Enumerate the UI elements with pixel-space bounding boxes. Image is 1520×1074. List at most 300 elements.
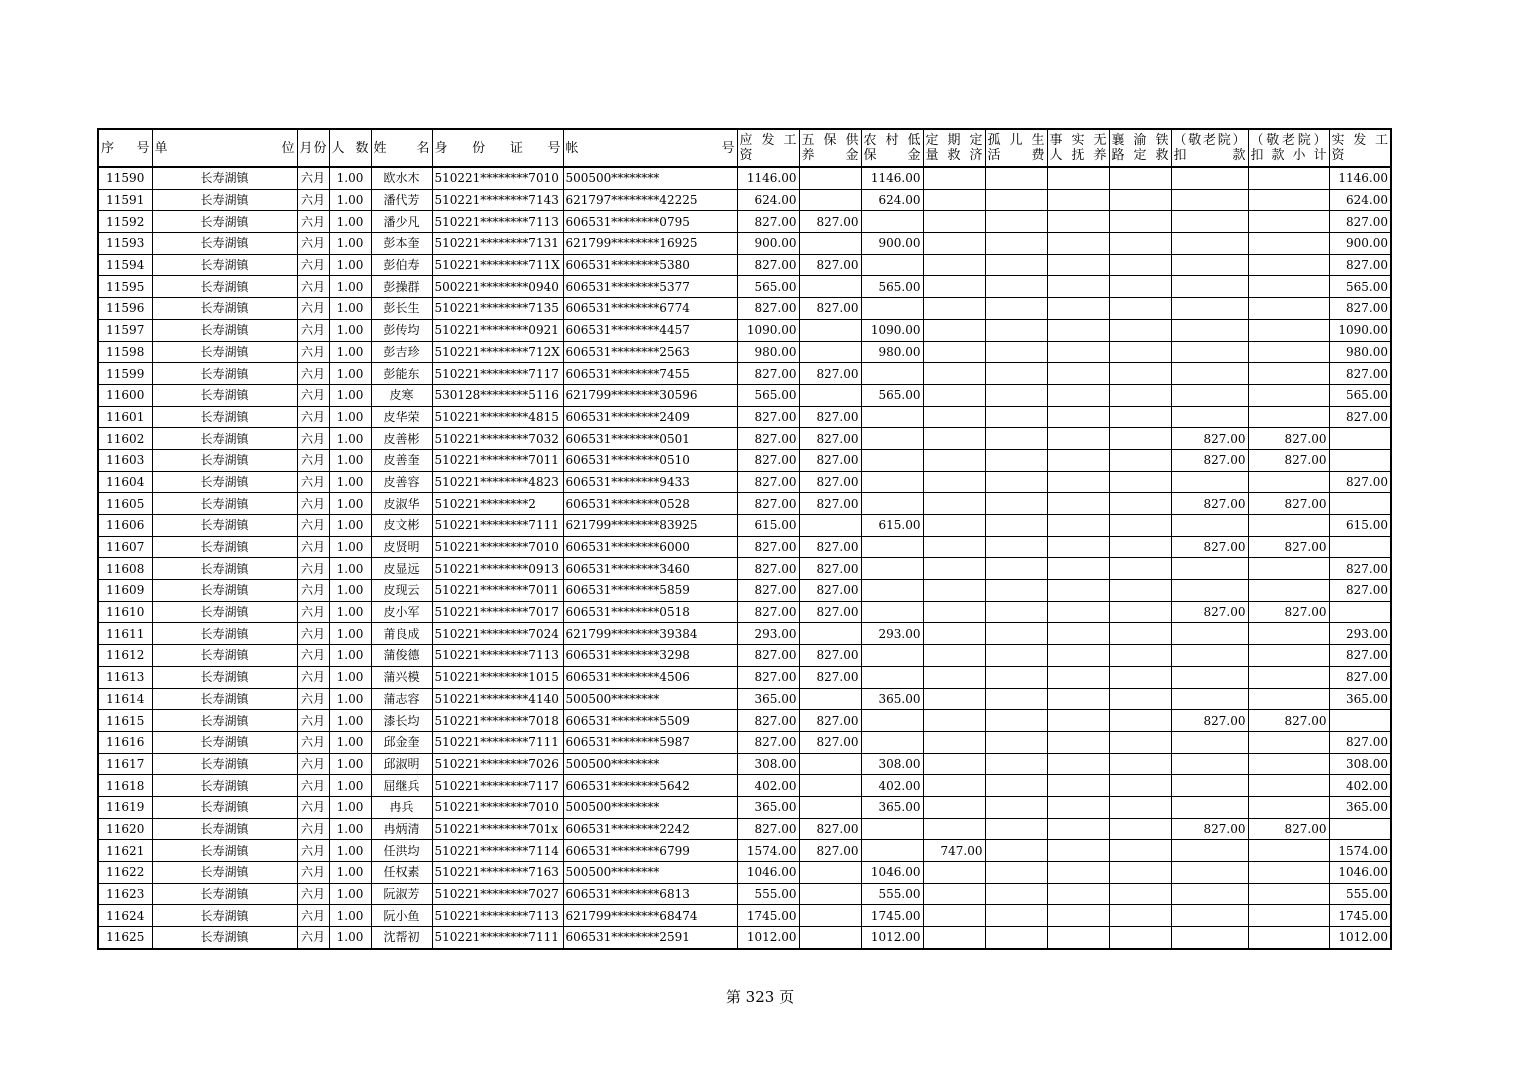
- table-cell: 827.00: [737, 428, 799, 450]
- table-cell: [861, 645, 923, 667]
- table-cell: [1329, 818, 1391, 840]
- table-cell: 长寿湖镇: [152, 276, 297, 298]
- table-cell: [1248, 319, 1329, 341]
- table-cell: [985, 515, 1047, 537]
- table-cell: [1109, 558, 1171, 580]
- table-cell: [861, 406, 923, 428]
- table-cell: 606531********0795: [563, 211, 737, 233]
- table-cell: [923, 775, 985, 797]
- table-cell: 1.00: [329, 493, 371, 515]
- column-header: 定 期 定 量 救 济: [923, 129, 985, 167]
- table-cell: 827.00: [737, 406, 799, 428]
- table-cell: 1.00: [329, 384, 371, 406]
- table-cell: 11603: [98, 449, 152, 471]
- table-cell: 1.00: [329, 818, 371, 840]
- table-cell: 六月: [297, 276, 329, 298]
- table-cell: 六月: [297, 623, 329, 645]
- table-cell: 长寿湖镇: [152, 753, 297, 775]
- table-cell: [985, 449, 1047, 471]
- table-cell: 621799********83925: [563, 515, 737, 537]
- table-cell: 1090.00: [1329, 319, 1391, 341]
- table-cell: [1248, 905, 1329, 927]
- column-header: （敬老院） 扣 款 小 计: [1248, 129, 1329, 167]
- column-header: 农 村 低 保 金: [861, 129, 923, 167]
- table-cell: 980.00: [737, 341, 799, 363]
- table-cell: 六月: [297, 710, 329, 732]
- table-cell: [1171, 796, 1248, 818]
- table-cell: 长寿湖镇: [152, 818, 297, 840]
- table-cell: [1109, 428, 1171, 450]
- table-cell: 606531********0501: [563, 428, 737, 450]
- table-cell: 510221********7111: [432, 927, 563, 949]
- table-cell: 827.00: [1329, 298, 1391, 320]
- table-cell: [1329, 601, 1391, 623]
- table-cell: 1.00: [329, 905, 371, 927]
- table-cell: 皮寒: [371, 384, 432, 406]
- table-cell: 六月: [297, 558, 329, 580]
- table-cell: 1745.00: [1329, 905, 1391, 927]
- table-cell: 606531********4506: [563, 666, 737, 688]
- column-header: 应 发 工 资: [737, 129, 799, 167]
- table-cell: 510221********7113: [432, 905, 563, 927]
- table-cell: [1047, 406, 1109, 428]
- table-cell: 蒲兴模: [371, 666, 432, 688]
- column-header: 月份: [297, 129, 329, 167]
- table-cell: 510221********7135: [432, 298, 563, 320]
- table-cell: 1574.00: [737, 840, 799, 862]
- table-cell: 827.00: [1248, 428, 1329, 450]
- column-header: 襄 渝 铁 路 定 救: [1109, 129, 1171, 167]
- table-row: [98, 515, 1391, 537]
- table-cell: 六月: [297, 927, 329, 949]
- table-cell: [1248, 406, 1329, 428]
- table-cell: 510221********0921: [432, 319, 563, 341]
- table-cell: [1047, 515, 1109, 537]
- table-cell: 11592: [98, 211, 152, 233]
- table-cell: 1.00: [329, 840, 371, 862]
- table-cell: [799, 688, 861, 710]
- column-header: 序 号: [98, 129, 152, 167]
- table-cell: 606531********0510: [563, 449, 737, 471]
- table-cell: [985, 363, 1047, 385]
- table-cell: [861, 298, 923, 320]
- table-cell: 621799********39384: [563, 623, 737, 645]
- table-cell: 屈继兵: [371, 775, 432, 797]
- table-cell: 621799********68474: [563, 905, 737, 927]
- table-row: [98, 493, 1391, 515]
- table-cell: 510221********7114: [432, 840, 563, 862]
- table-cell: 1.00: [329, 211, 371, 233]
- table-cell: 长寿湖镇: [152, 580, 297, 602]
- table-cell: 六月: [297, 167, 329, 189]
- table-cell: [1248, 363, 1329, 385]
- table-cell: 11610: [98, 601, 152, 623]
- table-cell: 六月: [297, 406, 329, 428]
- table-cell: 606531********2563: [563, 341, 737, 363]
- table-cell: [923, 580, 985, 602]
- table-cell: [923, 428, 985, 450]
- table-cell: [1171, 189, 1248, 211]
- table-cell: 827.00: [799, 211, 861, 233]
- table-cell: [1248, 341, 1329, 363]
- table-cell: [1047, 189, 1109, 211]
- table-cell: 402.00: [1329, 775, 1391, 797]
- table-cell: 六月: [297, 796, 329, 818]
- table-cell: 365.00: [1329, 796, 1391, 818]
- table-cell: 827.00: [737, 580, 799, 602]
- table-cell: [1171, 927, 1248, 949]
- table-cell: [799, 189, 861, 211]
- table-row: [98, 233, 1391, 255]
- table-cell: 长寿湖镇: [152, 254, 297, 276]
- table-cell: 510221********7024: [432, 623, 563, 645]
- table-cell: 彭操群: [371, 276, 432, 298]
- table-cell: [861, 731, 923, 753]
- table-cell: 510221********7018: [432, 710, 563, 732]
- table-cell: [923, 233, 985, 255]
- table-cell: [1109, 796, 1171, 818]
- table-cell: [799, 905, 861, 927]
- table-cell: 长寿湖镇: [152, 536, 297, 558]
- table-cell: 长寿湖镇: [152, 319, 297, 341]
- table-cell: [1109, 818, 1171, 840]
- table-cell: 任权素: [371, 862, 432, 884]
- table-cell: 827.00: [1329, 558, 1391, 580]
- table-row: [98, 211, 1391, 233]
- table-cell: 皮华荣: [371, 406, 432, 428]
- table-cell: 827.00: [799, 818, 861, 840]
- column-header: 孤 儿 生 活 费: [985, 129, 1047, 167]
- table-cell: [1047, 666, 1109, 688]
- table-cell: 11617: [98, 753, 152, 775]
- table-cell: 827.00: [799, 710, 861, 732]
- table-cell: 365.00: [737, 796, 799, 818]
- table-cell: [985, 666, 1047, 688]
- table-cell: [1109, 775, 1171, 797]
- table-cell: [1248, 471, 1329, 493]
- table-cell: [985, 406, 1047, 428]
- table-cell: [1171, 515, 1248, 537]
- table-cell: [1047, 927, 1109, 949]
- table-cell: 六月: [297, 536, 329, 558]
- table-cell: 六月: [297, 384, 329, 406]
- table-cell: 827.00: [1329, 211, 1391, 233]
- table-cell: [861, 536, 923, 558]
- table-cell: 827.00: [1171, 710, 1248, 732]
- table-cell: 长寿湖镇: [152, 905, 297, 927]
- table-cell: [1109, 645, 1171, 667]
- table-cell: 293.00: [861, 623, 923, 645]
- table-cell: 827.00: [799, 580, 861, 602]
- table-cell: [985, 883, 1047, 905]
- table-cell: [985, 731, 1047, 753]
- table-cell: [923, 862, 985, 884]
- table-cell: [923, 319, 985, 341]
- relief-payment-table: [97, 128, 1392, 950]
- table-cell: [1171, 471, 1248, 493]
- table-cell: [1248, 688, 1329, 710]
- table-cell: 长寿湖镇: [152, 731, 297, 753]
- table-cell: 长寿湖镇: [152, 623, 297, 645]
- table-cell: [1047, 341, 1109, 363]
- table-cell: 长寿湖镇: [152, 710, 297, 732]
- table-cell: 六月: [297, 601, 329, 623]
- table-cell: [1047, 254, 1109, 276]
- table-cell: [923, 731, 985, 753]
- table-cell: 长寿湖镇: [152, 406, 297, 428]
- table-cell: [1109, 731, 1171, 753]
- table-cell: [985, 927, 1047, 949]
- table-cell: [1109, 471, 1171, 493]
- table-cell: [1171, 666, 1248, 688]
- table-cell: [1047, 840, 1109, 862]
- table-cell: 长寿湖镇: [152, 298, 297, 320]
- table-cell: 555.00: [1329, 883, 1391, 905]
- table-cell: 500221********0940: [432, 276, 563, 298]
- table-cell: 邱金奎: [371, 731, 432, 753]
- table-cell: 长寿湖镇: [152, 775, 297, 797]
- table-cell: 510221********7032: [432, 428, 563, 450]
- table-cell: [1171, 731, 1248, 753]
- table-cell: [1047, 211, 1109, 233]
- table-cell: 827.00: [799, 298, 861, 320]
- table-cell: 1.00: [329, 515, 371, 537]
- table-cell: [923, 384, 985, 406]
- table-cell: [985, 319, 1047, 341]
- table-cell: [1109, 601, 1171, 623]
- table-cell: 827.00: [737, 731, 799, 753]
- table-row: [98, 580, 1391, 602]
- table-cell: [1171, 254, 1248, 276]
- table-cell: 365.00: [861, 688, 923, 710]
- table-cell: [1171, 341, 1248, 363]
- table-row: [98, 298, 1391, 320]
- table-cell: 1745.00: [861, 905, 923, 927]
- table-cell: 827.00: [1171, 449, 1248, 471]
- table-cell: 六月: [297, 298, 329, 320]
- table-cell: 11612: [98, 645, 152, 667]
- table-cell: [861, 666, 923, 688]
- table-row: [98, 536, 1391, 558]
- table-cell: 827.00: [1329, 645, 1391, 667]
- table-cell: 长寿湖镇: [152, 927, 297, 949]
- table-cell: 1.00: [329, 167, 371, 189]
- table-row: [98, 796, 1391, 818]
- table-cell: 1146.00: [1329, 167, 1391, 189]
- table-cell: 308.00: [1329, 753, 1391, 775]
- table-cell: [1047, 449, 1109, 471]
- table-cell: 510221********7010: [432, 796, 563, 818]
- table-cell: 827.00: [737, 363, 799, 385]
- table-cell: [1109, 233, 1171, 255]
- table-cell: 长寿湖镇: [152, 384, 297, 406]
- table-cell: [1109, 449, 1171, 471]
- table-cell: 长寿湖镇: [152, 189, 297, 211]
- table-cell: [1047, 818, 1109, 840]
- table-cell: 510221********7017: [432, 601, 563, 623]
- table-cell: [923, 341, 985, 363]
- table-cell: 1.00: [329, 862, 371, 884]
- table-cell: 六月: [297, 515, 329, 537]
- table-row: [98, 775, 1391, 797]
- table-cell: [1171, 688, 1248, 710]
- table-cell: [861, 211, 923, 233]
- table-row: [98, 449, 1391, 471]
- table-cell: 1.00: [329, 731, 371, 753]
- table-cell: 621797********42225: [563, 189, 737, 211]
- table-cell: 11607: [98, 536, 152, 558]
- table-cell: [1248, 189, 1329, 211]
- table-cell: 510221********1015: [432, 666, 563, 688]
- table-cell: 皮文彬: [371, 515, 432, 537]
- table-cell: [1248, 623, 1329, 645]
- table-cell: 六月: [297, 493, 329, 515]
- table-cell: 606531********6813: [563, 883, 737, 905]
- table-row: [98, 189, 1391, 211]
- table-cell: 293.00: [737, 623, 799, 645]
- table-cell: 1.00: [329, 796, 371, 818]
- table-cell: 827.00: [737, 449, 799, 471]
- table-cell: 长寿湖镇: [152, 515, 297, 537]
- table-cell: 长寿湖镇: [152, 862, 297, 884]
- table-cell: 510221********7113: [432, 645, 563, 667]
- table-cell: [1248, 862, 1329, 884]
- table-body: [98, 167, 1391, 949]
- table-cell: 827.00: [1329, 471, 1391, 493]
- table-cell: [1248, 167, 1329, 189]
- table-cell: 606531********0528: [563, 493, 737, 515]
- table-cell: [1171, 384, 1248, 406]
- table-cell: [923, 623, 985, 645]
- table-cell: [923, 905, 985, 927]
- table-cell: [1329, 536, 1391, 558]
- table-cell: 827.00: [1171, 818, 1248, 840]
- table-cell: 皮淑华: [371, 493, 432, 515]
- table-cell: [1109, 493, 1171, 515]
- table-cell: 彭能东: [371, 363, 432, 385]
- table-cell: [1248, 515, 1329, 537]
- table-cell: 长寿湖镇: [152, 840, 297, 862]
- table-cell: 827.00: [737, 493, 799, 515]
- table-cell: [861, 471, 923, 493]
- table-cell: [985, 796, 1047, 818]
- table-cell: 1.00: [329, 580, 371, 602]
- table-cell: 冉炳清: [371, 818, 432, 840]
- table-cell: 827.00: [1171, 493, 1248, 515]
- table-cell: 1.00: [329, 688, 371, 710]
- table-cell: [1109, 276, 1171, 298]
- table-cell: 510221********711X: [432, 254, 563, 276]
- table-cell: [985, 775, 1047, 797]
- table-cell: [1109, 623, 1171, 645]
- table-cell: [985, 211, 1047, 233]
- table-cell: [923, 818, 985, 840]
- table-cell: [923, 493, 985, 515]
- table-row: [98, 862, 1391, 884]
- table-cell: 长寿湖镇: [152, 341, 297, 363]
- table-cell: 11602: [98, 428, 152, 450]
- table-cell: 六月: [297, 731, 329, 753]
- table-cell: 蒲俊德: [371, 645, 432, 667]
- table-cell: 长寿湖镇: [152, 666, 297, 688]
- table-cell: 11609: [98, 580, 152, 602]
- table-row: [98, 601, 1391, 623]
- table-cell: [985, 818, 1047, 840]
- table-cell: 510221********0913: [432, 558, 563, 580]
- table-cell: [1109, 580, 1171, 602]
- table-cell: 1046.00: [737, 862, 799, 884]
- table-row: [98, 818, 1391, 840]
- table-cell: 1.00: [329, 536, 371, 558]
- table-cell: [861, 558, 923, 580]
- table-cell: 606531********5859: [563, 580, 737, 602]
- table-cell: 827.00: [1329, 731, 1391, 753]
- table-cell: [799, 515, 861, 537]
- table-cell: 827.00: [799, 493, 861, 515]
- table-row: [98, 753, 1391, 775]
- table-cell: [923, 645, 985, 667]
- table-cell: 565.00: [1329, 384, 1391, 406]
- table-cell: 任洪均: [371, 840, 432, 862]
- table-cell: [923, 211, 985, 233]
- table-cell: 621799********30596: [563, 384, 737, 406]
- table-cell: [1171, 580, 1248, 602]
- table-cell: [1047, 623, 1109, 645]
- table-cell: 606531********2242: [563, 818, 737, 840]
- table-cell: [799, 167, 861, 189]
- table-cell: 615.00: [737, 515, 799, 537]
- table-cell: 11606: [98, 515, 152, 537]
- table-cell: [1109, 905, 1171, 927]
- table-cell: 827.00: [1248, 710, 1329, 732]
- table-cell: 六月: [297, 471, 329, 493]
- table-cell: 皮小军: [371, 601, 432, 623]
- table-cell: 长寿湖镇: [152, 233, 297, 255]
- table-cell: 蒲志容: [371, 688, 432, 710]
- table-cell: 皮善奎: [371, 449, 432, 471]
- column-header: 单 位: [152, 129, 297, 167]
- table-cell: 500500********: [563, 862, 737, 884]
- table-header: [98, 129, 1391, 167]
- table-cell: 827.00: [737, 645, 799, 667]
- table-cell: [1109, 927, 1171, 949]
- column-header: 姓 名: [371, 129, 432, 167]
- table-cell: 500500********: [563, 796, 737, 818]
- table-cell: [1171, 645, 1248, 667]
- column-header: 实 发 工 资: [1329, 129, 1391, 167]
- table-cell: [861, 363, 923, 385]
- table-cell: [1109, 688, 1171, 710]
- table-cell: 606531********6799: [563, 840, 737, 862]
- table-cell: 11611: [98, 623, 152, 645]
- table-cell: [799, 927, 861, 949]
- table-cell: 阮小鱼: [371, 905, 432, 927]
- table-cell: 827.00: [1329, 666, 1391, 688]
- table-cell: 1146.00: [737, 167, 799, 189]
- table-cell: 510221********7163: [432, 862, 563, 884]
- table-cell: 365.00: [861, 796, 923, 818]
- table-cell: 827.00: [799, 645, 861, 667]
- table-cell: [1171, 623, 1248, 645]
- table-cell: 1090.00: [861, 319, 923, 341]
- table-cell: 1.00: [329, 189, 371, 211]
- table-cell: 1.00: [329, 428, 371, 450]
- table-cell: [799, 753, 861, 775]
- table-cell: 长寿湖镇: [152, 449, 297, 471]
- table-cell: 510221********7113: [432, 211, 563, 233]
- table-cell: [985, 580, 1047, 602]
- table-cell: [1047, 384, 1109, 406]
